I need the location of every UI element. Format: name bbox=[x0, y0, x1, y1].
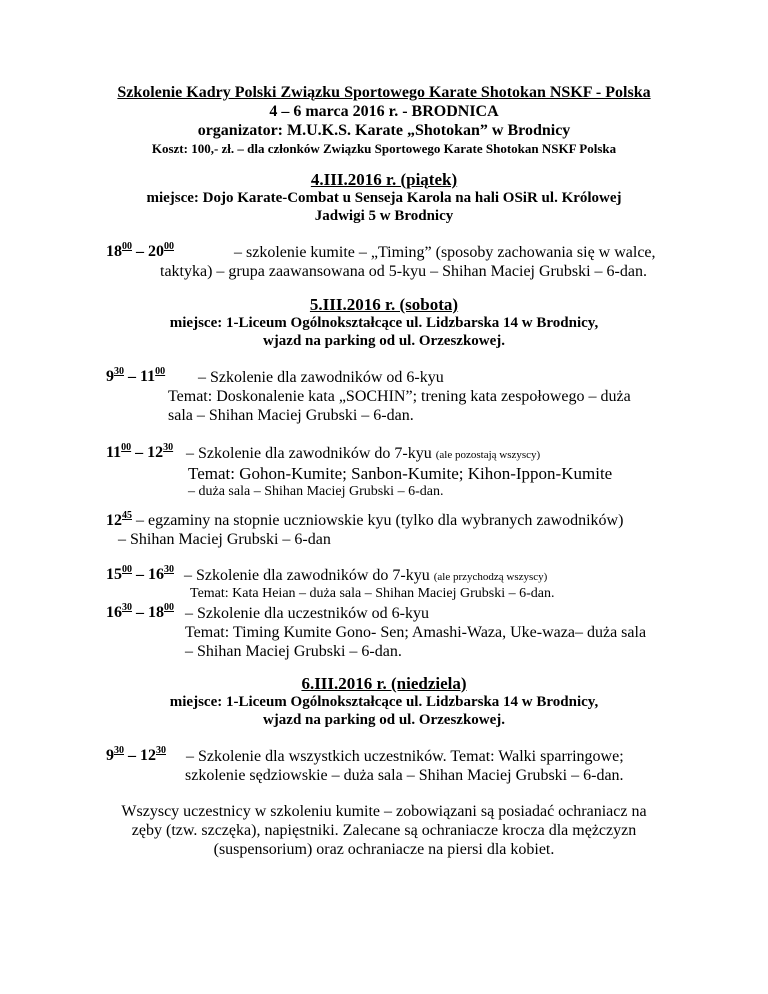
day2-session2-line2: Temat: Gohon-Kumite; Sanbon-Kumite; Kihon-Ippon-Kumite bbox=[188, 464, 613, 483]
document-title: Szkolenie Kadry Polski Związku Sportowego Karate Shotokan NSKF - Polska bbox=[117, 84, 651, 101]
day3-heading: 6.III.2016 r. (niedziela) bbox=[301, 674, 467, 693]
day1-heading: 4.III.2016 r. (piątek) bbox=[310, 170, 458, 189]
day2-session5-line3: – Shihan Maciej Grubski – 6-dan. bbox=[185, 643, 402, 660]
day2-session4-time: $15^{00} - 16^{30}$ bbox=[106, 564, 174, 583]
day2-session4-line2: Temat: Kata Heian – duża sala – Shihan Maciej Grubski – 6-dan. bbox=[190, 586, 555, 601]
day1-session-time: $18^{00} - 20^{00}$ bbox=[106, 241, 174, 260]
day2-session2-time: $11^{00} - 12^{30}$ bbox=[106, 442, 174, 461]
footer-note-line2: zęby (tzw. szczęka), napięstniki. Zalecane są ochraniacze krocza dla mężczyzn bbox=[131, 822, 637, 839]
day3-session-line1: – Szkolenie dla wszystkich uczestników. Temat: Walki sparringowe; bbox=[186, 748, 624, 765]
day2-session5-line1: – Szkolenie dla uczestników od 6-kyu bbox=[185, 605, 429, 622]
day2-session4-note: (ale przychodzą wszyscy) bbox=[433, 571, 548, 583]
day2-session2-note: (ale pozostają wszyscy) bbox=[435, 449, 541, 461]
event-dates: 4 – 6 marca 2016 r. - BRODNICA bbox=[269, 103, 499, 120]
day1-session-line1: – szkolenie kumite – „Timing” (sposoby zachowania się w walce, bbox=[234, 244, 656, 261]
day2-venue-line1: miejsce: 1-Liceum Ogólnokształcące ul. Lidzbarska 14 w Brodnicy, bbox=[169, 315, 599, 331]
day3-venue-line1: miejsce: 1-Liceum Ogólnokształcące ul. Lidzbarska 14 w Brodnicy, bbox=[169, 694, 599, 710]
footer-note-line1: Wszyscy uczestnicy w szkoleniu kumite – zobowiązani są posiadać ochraniacz na bbox=[121, 803, 647, 820]
day2-session1-time: $9^{30} - 11^{00}$ bbox=[106, 366, 166, 385]
day2-session1-line1: – Szkolenie dla zawodników od 6-kyu bbox=[198, 369, 444, 386]
cost-line: Koszt: 100,- zł. – dla członków Związku Sportowego Karate Shotokan NSKF Polska bbox=[151, 141, 617, 156]
day2-session1-line3: sala – Shihan Maciej Grubski – 6-dan. bbox=[168, 407, 414, 424]
day1-venue-line2: Jadwigi 5 w Brodnicy bbox=[314, 208, 454, 224]
day2-session3-line2: – Shihan Maciej Grubski – 6-dan bbox=[118, 531, 331, 548]
day2-session5-line2: Temat: Timing Kumite Gono- Sen; Amashi-Waza, Uke-waza– duża sala bbox=[185, 624, 647, 641]
footer-note-line3: (suspensorium) oraz ochraniacze na piersi dla kobiet. bbox=[213, 841, 555, 858]
day2-session1-line2: Temat: Doskonalenie kata „SOCHIN”; trening kata zespołowego – duża bbox=[168, 388, 631, 405]
day2-session4-line1: – Szkolenie dla zawodników do 7-kyu (ale przychodzą wszyscy) bbox=[184, 567, 548, 584]
day3-session-time: $9^{30} - 12^{30}$ bbox=[106, 745, 166, 764]
day1-session-line2: taktyka) – grupa zaawansowana od 5-kyu – Shihan Maciej Grubski – 6-dan. bbox=[160, 263, 647, 280]
day2-session3-line1: $12^{45}$ – egzaminy na stopnie uczniowskie kyu (tylko dla wybranych zawodników) bbox=[106, 510, 624, 529]
day2-heading: 5.III.2016 r. (sobota) bbox=[309, 295, 459, 314]
day2-session2-line1: – Szkolenie dla zawodników do 7-kyu (ale pozostają wszyscy) bbox=[186, 445, 541, 462]
day2-session2-line3: – duża sala – Shihan Maciej Grubski – 6-dan. bbox=[188, 484, 444, 499]
day1-venue-line1: miejsce: Dojo Karate-Combat u Senseja Karola na hali OSiR ul. Królowej bbox=[146, 190, 622, 206]
day3-venue-line2: wjazd na parking od ul. Orzeszkowej. bbox=[262, 712, 506, 728]
day2-session5-time: $16^{30} - 18^{00}$ bbox=[106, 602, 174, 621]
day2-venue-line2: wjazd na parking od ul. Orzeszkowej. bbox=[262, 333, 506, 349]
organizer-line: organizator: M.U.K.S. Karate „Shotokan” w Brodnicy bbox=[197, 122, 571, 139]
day3-session-line2: szkolenie sędziowskie – duża sala – Shihan Maciej Grubski – 6-dan. bbox=[185, 767, 624, 784]
